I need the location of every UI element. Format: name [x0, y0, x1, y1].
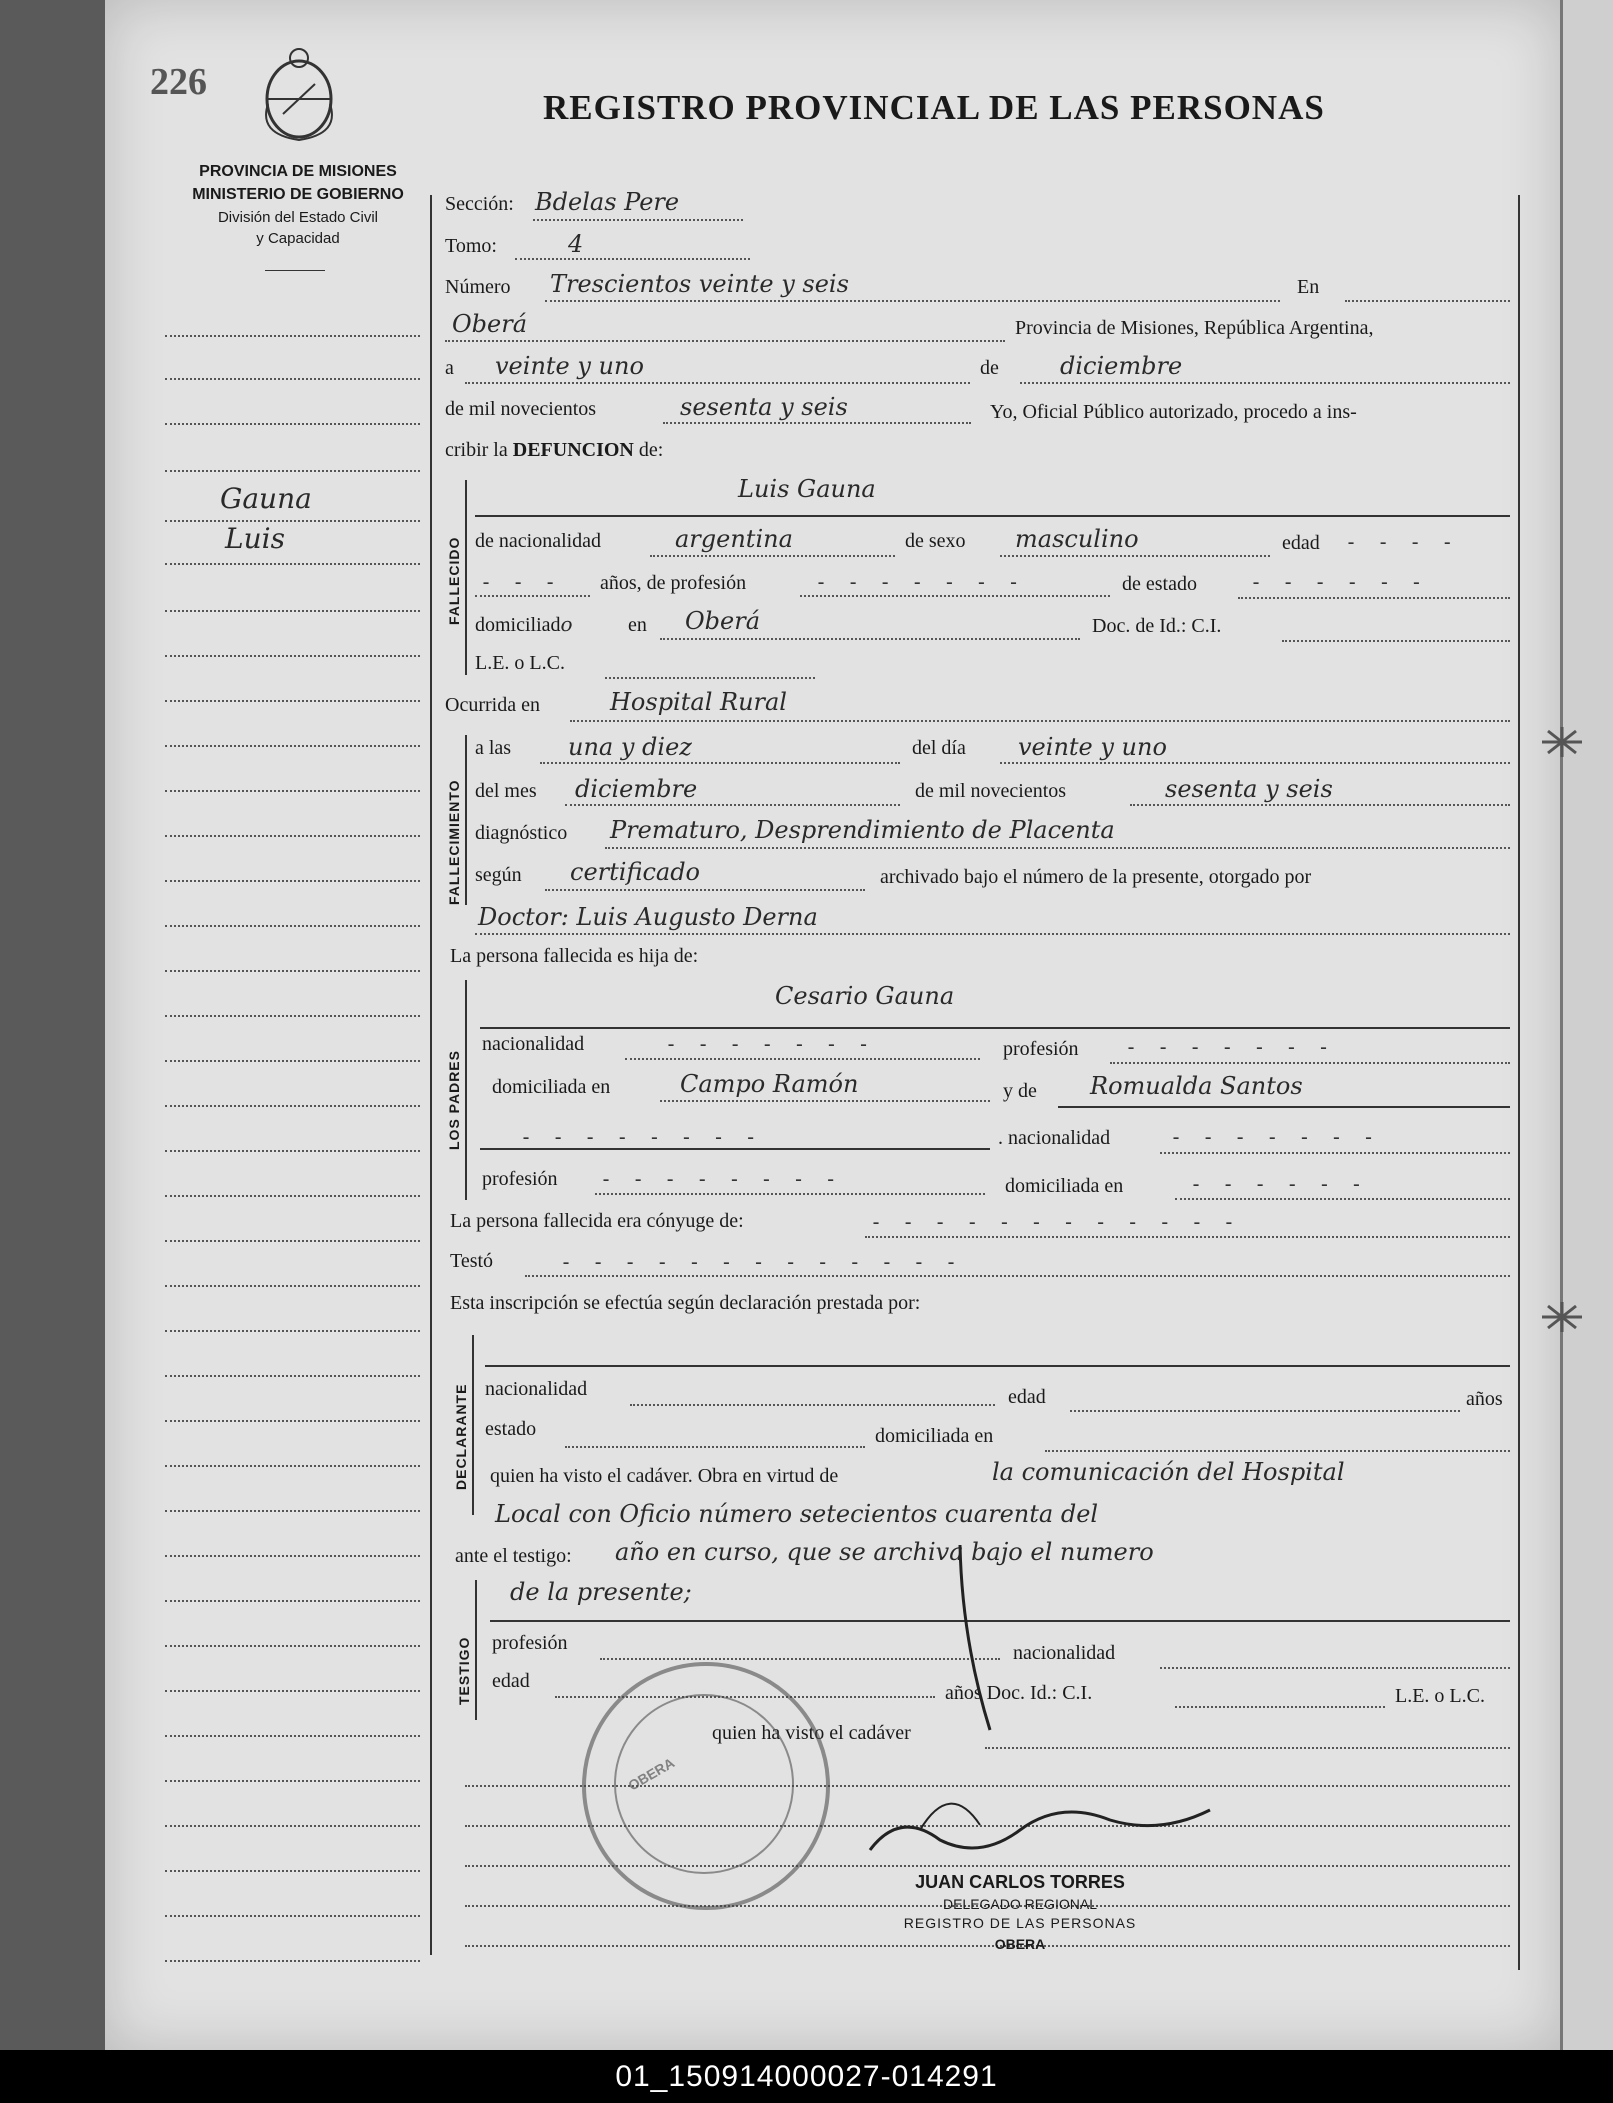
profesion-value: - - - - - - - [815, 570, 1024, 594]
sexo-value: masculino [1015, 525, 1139, 553]
madre-name: Romualda Santos [1090, 1072, 1303, 1100]
header-rule [265, 270, 325, 271]
declarante-estado-label: estado [485, 1418, 537, 1440]
y-de-label: y de [1003, 1080, 1037, 1102]
testigo-doc-label: años Doc. Id.: C.I. [945, 1682, 1093, 1704]
profesion-label: años, de profesión [600, 572, 747, 594]
mes-value: diciembre [1060, 352, 1183, 380]
padre-name: Cesario Gauna [775, 982, 955, 1010]
signer-office: REGISTRO DE LAS PERSONAS [903, 1915, 1137, 1931]
tomo-label: Tomo: [445, 235, 497, 257]
de-label: de [980, 357, 999, 379]
doc-id-label: Doc. de Id.: C.I. [1092, 615, 1222, 637]
obra-line4: de la presente; [510, 1578, 692, 1606]
archivado-label: archivado bajo el número de la presente, otorgado por [880, 866, 1312, 888]
ante-testigo-label: ante el testigo: [455, 1545, 572, 1567]
hija-de-label: La persona fallecida es hija de: [450, 945, 699, 967]
estado-label: de estado [1122, 573, 1197, 595]
en-label: En [1297, 276, 1320, 298]
madre-domicilio-value: - - - - - - [1190, 1172, 1367, 1196]
del-dia-value: veinte y uno [1018, 733, 1167, 761]
binding-clip-icon [1540, 1300, 1584, 1334]
footer-id: 01_150914000027-014291 [0, 2050, 1613, 2103]
madre-domiciliada-label: domiciliada en [1005, 1175, 1124, 1197]
section-los-padres: LOS PADRES [446, 1050, 462, 1150]
testo-label: Testó [450, 1250, 494, 1272]
margin-note-name: Luis [225, 522, 285, 555]
obra-label: quien ha visto el cadáver. Obra en virtud de [490, 1465, 839, 1487]
domicilio-padres-value: Campo Ramón [680, 1070, 859, 1098]
a-las-label: a las [475, 737, 512, 759]
domicilio-value: Oberá [685, 607, 761, 635]
le-lc-label: L.E. o L.C. [475, 652, 565, 674]
padre-profesion-label: profesión [1003, 1038, 1079, 1060]
pen-stroke [940, 1540, 1000, 1740]
de-mil-label: de mil novecientos [445, 398, 597, 420]
anio-value: sesenta y seis [680, 393, 848, 421]
domiciliado-suffix: o [560, 612, 573, 636]
fallecido-name: Luis Gauna [738, 475, 876, 503]
anos-value: - - - [480, 570, 561, 594]
testo-value: - - - - - - - - - - - - - [560, 1250, 962, 1274]
sexo-label: de sexo [905, 530, 966, 552]
padre-profesion-value: - - - - - - - [1125, 1035, 1334, 1059]
segun-value: certificado [570, 858, 701, 886]
signer-city: OBERA [994, 1936, 1046, 1952]
division-line1: División del Estado Civil [217, 209, 379, 226]
otorgado-por-value: Doctor: Luis Augusto Derna [478, 903, 818, 931]
padre-nacionalidad-label: nacionalidad [482, 1033, 585, 1055]
a-label: a [445, 357, 454, 379]
padre-nacionalidad-value: - - - - - - - [665, 1032, 874, 1056]
madre-nacionalidad-value: - - - - - - - [1170, 1125, 1379, 1149]
document-title: REGISTRO PROVINCIAL DE LAS PERSONAS [543, 88, 1325, 127]
declarante-anos-label: años [1466, 1388, 1503, 1410]
edad-label: edad [1282, 532, 1320, 554]
official-stamp [582, 1662, 830, 1910]
madre-pre-value: - - - - - - - - [520, 1125, 761, 1149]
edad-value: - - - - [1345, 530, 1458, 554]
conyuge-label: La persona fallecida era cónyuge de: [450, 1210, 744, 1232]
testigo-visto-label: quien ha visto el cadáver [712, 1722, 911, 1744]
obra-line1: la comunicación del Hospital [992, 1458, 1345, 1486]
tomo-value: 4 [568, 230, 584, 258]
seccion-value: Bdelas Pere [535, 188, 680, 216]
estado-value: - - - - - - [1250, 570, 1427, 594]
numero-value: Trescientos veinte y seis [550, 270, 849, 298]
section-fallecido: FALLECIDO [446, 536, 462, 625]
del-dia-label: del día [912, 737, 966, 759]
margin-divider [430, 195, 432, 1955]
testigo-edad-label: edad [492, 1670, 530, 1692]
testigo-profesion-label: profesión [492, 1632, 568, 1654]
segun-label: según [475, 864, 522, 886]
province-name: PROVINCIA DE MISIONES [199, 163, 397, 180]
madre-profesion-value: - - - - - - - - [600, 1167, 841, 1191]
testigo-le-lc-label: L.E. o L.C. [1395, 1685, 1485, 1707]
madre-profesion-label: profesión [482, 1168, 558, 1190]
signer-name: JUAN CARLOS TORRES [915, 1872, 1125, 1892]
coat-of-arms-icon [258, 44, 340, 144]
signer-role: DELEGADO REGIONAL [942, 1896, 1098, 1912]
numero-label: Número [445, 276, 511, 298]
diagnostico-value: Prematuro, Desprendimiento de Placenta [610, 816, 1115, 844]
diagnostico-label: diagnóstico [475, 822, 568, 844]
cribir-label: cribir la DEFUNCION de: [445, 439, 664, 461]
domicilio-en-label: en [628, 614, 647, 636]
madre-nacionalidad-label: . nacionalidad [998, 1127, 1111, 1149]
nacionalidad-label: de nacionalidad [475, 530, 602, 552]
de-mil-novecientos-label: de mil novecientos [915, 780, 1067, 802]
defuncion-label: DEFUNCION [512, 439, 634, 461]
provincia-label: Provincia de Misiones, República Argentina, [1015, 317, 1374, 339]
declarante-domiciliada-label: domiciliada en [875, 1425, 994, 1447]
division-line2: y Capacidad [256, 230, 340, 247]
binding-clip-icon [1540, 725, 1584, 759]
right-frame [1518, 195, 1520, 1970]
margin-note-surname: Gauna [220, 482, 312, 515]
novecientos-value: sesenta y seis [1165, 775, 1333, 803]
section-declarante: DECLARANTE [453, 1383, 469, 1490]
declarante-edad-label: edad [1008, 1386, 1046, 1408]
ministry-name: MINISTERIO DE GOBIERNO [192, 186, 404, 203]
dia-value: veinte y uno [495, 352, 644, 380]
stamp-text: OBERA [625, 1754, 678, 1794]
del-mes-value: diciembre [575, 775, 698, 803]
section-fallecimiento: FALLECIMIENTO [446, 779, 462, 905]
ocurrida-label: Ocurrida en [445, 694, 540, 716]
declarante-nacionalidad-label: nacionalidad [485, 1378, 588, 1400]
del-mes-label: del mes [475, 780, 537, 802]
a-las-value: una y diez [568, 733, 692, 761]
testigo-nacionalidad-label: nacionalidad [1013, 1642, 1116, 1664]
binding-edge [0, 0, 105, 2050]
nacionalidad-value: argentina [675, 525, 793, 553]
page-right-edge [1560, 0, 1613, 2050]
section-testigo: TESTIGO [456, 1636, 472, 1705]
record-number: 226 [150, 61, 207, 103]
domiciliado-label: domiciliad [475, 614, 561, 636]
yo-oficial-label: Yo, Oficial Público autorizado, procedo a ins- [990, 401, 1357, 423]
obra-line3: año en curso, que se archiva bajo el numero [615, 1538, 1154, 1566]
conyuge-value: - - - - - - - - - - - - [870, 1210, 1239, 1234]
seccion-label: Sección: [445, 193, 514, 215]
obra-line2: Local con Oficio número setecientos cuarenta del [495, 1500, 1099, 1528]
domiciliada-en-label: domiciliada en [492, 1076, 611, 1098]
lugar-value: Oberá [452, 310, 528, 338]
signature-scribble [860, 1770, 1220, 1870]
inscripcion-label: Esta inscripción se efectúa según declaración prestada por: [450, 1292, 921, 1314]
ocurrida-value: Hospital Rural [610, 688, 787, 716]
